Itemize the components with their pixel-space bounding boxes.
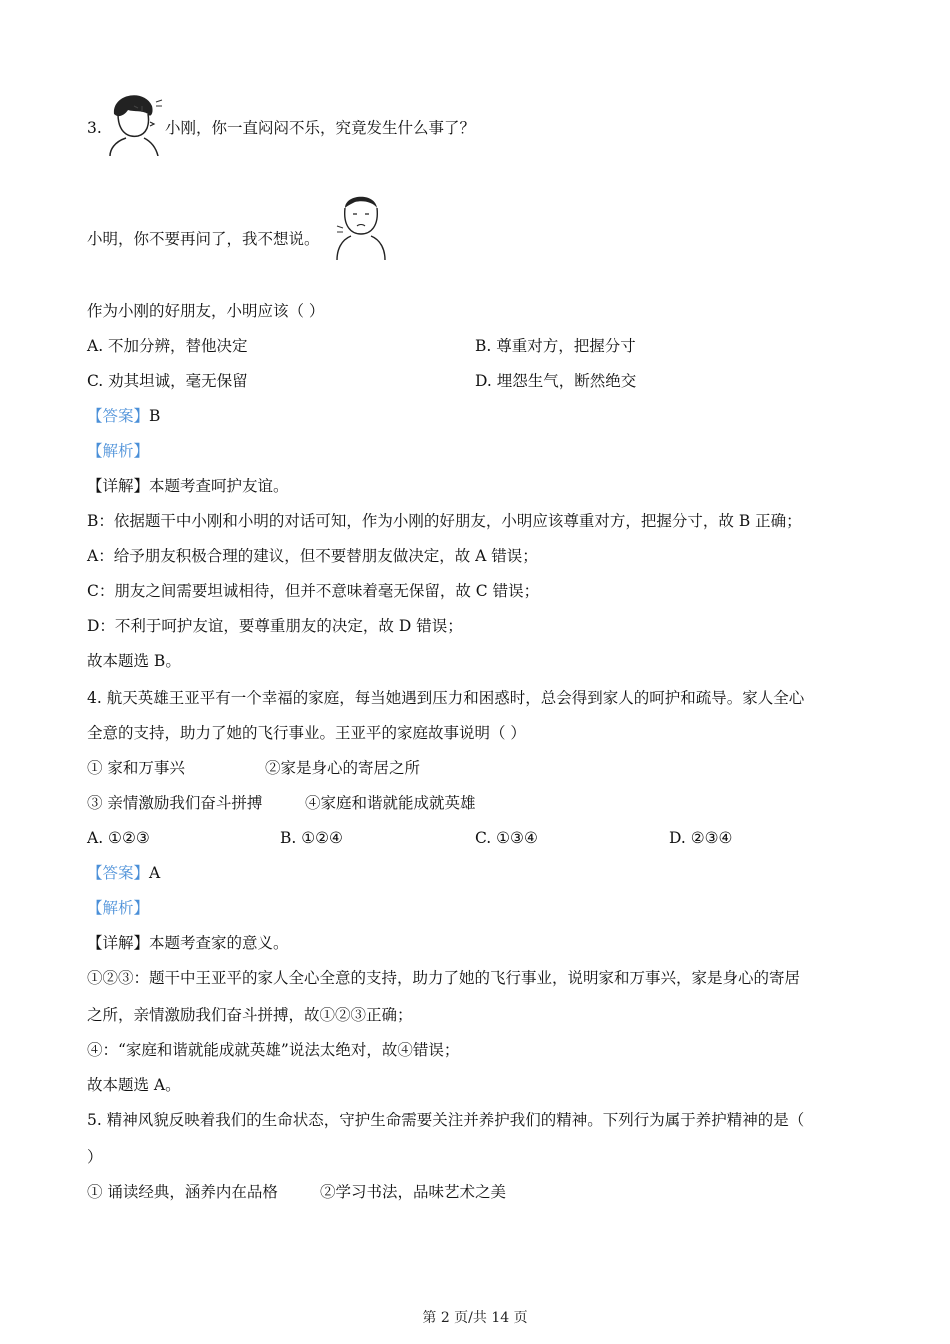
- q3-dialogue-1: 小刚，你一直闷闷不乐，究竟发生什么事了？: [165, 119, 476, 137]
- q4-statement-4: ④家庭和谐就能成就英雄: [305, 794, 476, 812]
- q3-explain-a: A：给予朋友积极合理的建议，但不要替朋友做决定，故 A 错误；: [87, 547, 538, 565]
- q4-detail: [87, 933, 289, 953]
- q4-conclusion: 故本题选 A。: [87, 1076, 181, 1094]
- answer-value: A: [149, 864, 161, 882]
- q4-option-d: D. ②③④: [669, 829, 733, 847]
- answer-tag: 【答案】: [87, 407, 150, 425]
- q3-number: 3.: [87, 119, 102, 137]
- boy-xiaoming-illustration: [104, 84, 164, 156]
- detail-text: 本题考查呵护友谊。: [149, 477, 289, 495]
- q3-option-a: A. 不加分辨，替他决定: [87, 337, 248, 355]
- q4-stem-line2: 全意的支持，助力了她的飞行事业。王亚平的家庭故事说明（ ）: [87, 724, 526, 742]
- q4-stem-line1: 4. 航天英雄王亚平有一个幸福的家庭，每当她遇到压力和困惑时，总会得到家人的呵护和疏导。家人全心: [87, 689, 805, 707]
- q4-analysis-tag: 【解析】: [87, 899, 150, 917]
- q3-analysis-tag: 【解析】: [87, 442, 150, 460]
- q5-stem-line1: 5. 精神风貌反映着我们的生命状态，守护生命需要关注并养护我们的精神。下列行为属于养护精神的是（: [87, 1111, 805, 1129]
- detail-text: 本题考查家的意义。: [149, 934, 289, 952]
- q5-statement-2: ②学习书法，品味艺术之美: [320, 1183, 507, 1201]
- q3-stem: 作为小刚的好朋友，小明应该（ ）: [87, 302, 325, 320]
- q4-statement-1: ① 家和万事兴: [87, 759, 185, 777]
- q3-option-c: C. 劝其坦诚，毫无保留: [87, 372, 248, 390]
- q4-option-c: C. ①③④: [475, 829, 538, 847]
- detail-tag: 【详解】: [87, 477, 150, 495]
- q4-explain-1-line1: ①②③：题干中王亚平的家人全心全意的支持，助力了她的飞行事业，说明家和万事兴，家是身心的寄居: [87, 969, 801, 987]
- q4-statement-2: ②家是身心的寄居之所: [265, 759, 421, 777]
- detail-tag: 【详解】: [87, 934, 150, 952]
- q4-statement-3: ③ 亲情激励我们奋斗拼搏: [87, 794, 263, 812]
- q3-dialogue-2: 小明，你不要再问了，我不想说。: [87, 230, 320, 248]
- q4-option-b: B. ①②④: [280, 829, 343, 847]
- q3-explain-c: C：朋友之间需要坦诚相待，但并不意味着毫无保留，故 C 错误；: [87, 582, 540, 600]
- answer-tag: 【答案】: [87, 864, 150, 882]
- q4-explain-2: ④：“家庭和谐就能成就英雄”说法太绝对，故④错误；: [87, 1041, 460, 1059]
- q3-option-d: D. 埋怨生气，断然绝交: [475, 372, 637, 390]
- q4-answer: [87, 863, 160, 883]
- q5-statement-1: ① 诵读经典，涵养内在品格: [87, 1183, 278, 1201]
- page-footer: 第 2 页/共 14 页: [422, 1310, 528, 1326]
- q3-answer: [87, 406, 160, 426]
- q3-explain-b: B：依据题干中小刚和小明的对话可知，作为小刚的好朋友，小明应该尊重对方，把握分寸，故 B 正确；: [87, 512, 802, 530]
- q3-detail: [87, 476, 289, 496]
- q3-conclusion: 故本题选 B。: [87, 652, 181, 670]
- boy-xiaogang-illustration: [333, 190, 388, 260]
- q3-explain-d: D：不利于呵护友谊，要尊重朋友的决定，故 D 错误；: [87, 617, 463, 635]
- q5-stem-line2: ）: [87, 1148, 103, 1166]
- q4-option-a: A. ①②③: [87, 829, 150, 847]
- q4-explain-1-line2: 之所，亲情激励我们奋斗拼搏，故①②③正确；: [87, 1006, 413, 1024]
- answer-value: B: [149, 407, 161, 425]
- q3-option-b: B. 尊重对方，把握分寸: [475, 337, 636, 355]
